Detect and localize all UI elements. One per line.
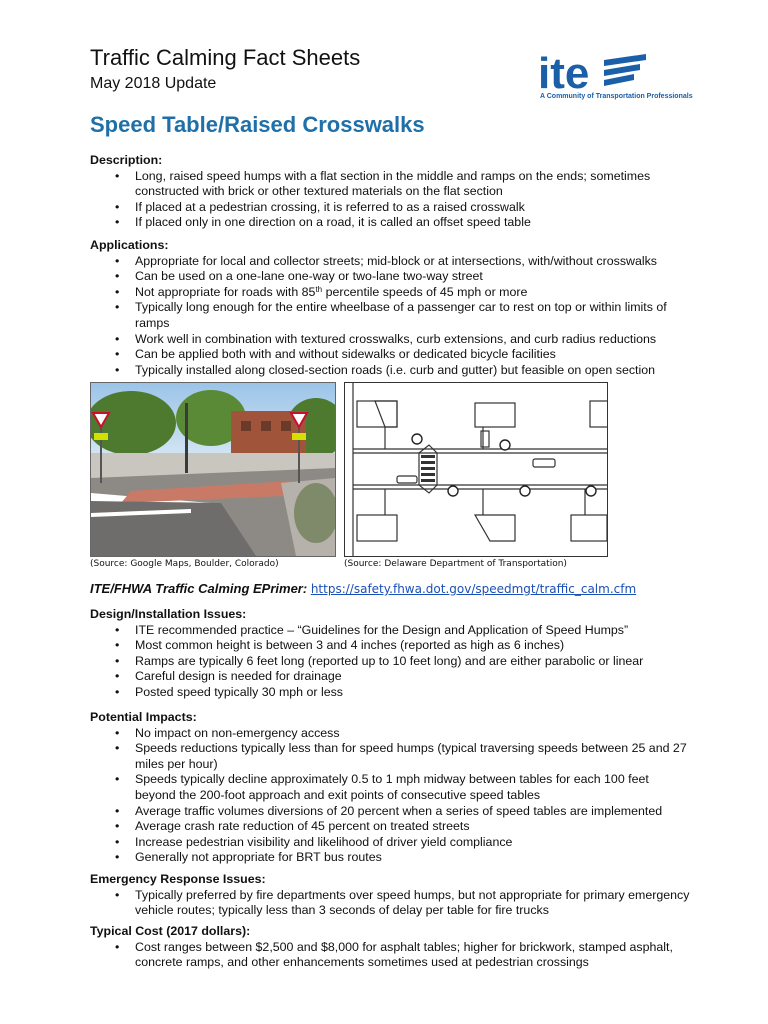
document-header-subtitle: May 2018 Update (90, 75, 217, 92)
applications-item (90, 285, 690, 301)
cost-item: • Cost ranges between $2,500 and $8,000 for asphalt tables; higher for brickwork, stamped asphalt, concrete ramps, and other enhancements sometimes used at pedestrian crossings (90, 940, 690, 971)
applications-item: • Can be used on a one-lane one-way or two-lane two-way street (90, 269, 690, 285)
diagram-caption: (Source: Delaware Department of Transportation) (344, 559, 567, 569)
design-heading: Design/Installation Issues: (90, 607, 247, 621)
eprimer-line (90, 580, 636, 598)
superscript-th: th (315, 284, 323, 294)
impacts-item: • Increase pedestrian visibility and likelihood of driver yield compliance (90, 835, 690, 851)
design-item: • ITE recommended practice – “Guidelines for the Design and Application of Speed Humps” (90, 623, 690, 639)
applications-item-text: percentile speeds of 45 mph or more (322, 284, 528, 299)
emergency-heading: Emergency Response Issues: (90, 872, 266, 886)
description-section (90, 153, 690, 231)
description-item: • Long, raised speed humps with a flat section in the middle and ramps on the ends; sometimes constructed with brick or other textured materials on the flat section (90, 169, 690, 200)
photo-caption: (Source: Google Maps, Boulder, Colorado) (90, 559, 279, 569)
design-item: • Most common height is between 3 and 4 inches (reported as high as 6 inches) (90, 638, 690, 654)
applications-item: • Typically installed along closed-section roads (i.e. curb and gutter) but feasible on open section (90, 363, 690, 379)
impacts-item: • Speeds reductions typically less than for speed humps (typical traversing speeds between 25 and 27 miles per hour) (90, 741, 690, 772)
emergency-section (90, 872, 690, 919)
impacts-item: • Speeds typically decline approximately 0.5 to 1 mph midway between tables for each 100 feet beyond the 200-foot approach and exit points of consecutive speed tables (90, 772, 690, 803)
cost-section (90, 924, 690, 971)
impacts-item: • Generally not appropriate for BRT bus routes (90, 850, 690, 866)
applications-item-text: Not appropriate for roads with 85 (135, 284, 316, 299)
cost-heading: Typical Cost (2017 dollars): (90, 924, 251, 938)
document-header-title: Traffic Calming Fact Sheets (90, 45, 361, 70)
description-item: • If placed at a pedestrian crossing, it is referred to as a raised crosswalk (90, 200, 690, 216)
design-item: • Posted speed typically 30 mph or less (90, 685, 690, 701)
impacts-item: • Average traffic volumes diversions of 20 percent when a series of speed tables are implemented (90, 804, 690, 820)
page-title: Speed Table/Raised Crosswalks (90, 112, 425, 137)
applications-item: • Appropriate for local and collector streets; mid-block or at intersections, with/without crosswalks (90, 254, 690, 270)
design-item: • Careful design is needed for drainage (90, 669, 690, 685)
street-photo (90, 382, 336, 557)
impacts-item: • Average crash rate reduction of 45 percent on treated streets (90, 819, 690, 835)
applications-section (90, 238, 690, 378)
logo-tagline: A Community of Transportation Professionals (540, 93, 693, 100)
description-item: • If placed only in one direction on a road, it is called an offset speed table (90, 215, 690, 231)
impacts-section (90, 710, 690, 866)
eprimer-link[interactable]: https://safety.fhwa.dot.gov/speedmgt/traffic_calm.cfm (310, 582, 637, 596)
applications-item: • Typically long enough for the entire wheelbase of a passenger car to rest on top or within limits of ramps (90, 300, 690, 331)
design-section (90, 607, 690, 701)
design-item: • Ramps are typically 6 feet long (reported up to 10 feet long) and are either parabolic or linear (90, 654, 690, 670)
impacts-heading: Potential Impacts: (90, 710, 197, 724)
speed-table-diagram (344, 382, 608, 557)
description-heading: Description: (90, 153, 163, 167)
applications-heading: Applications: (90, 238, 169, 252)
applications-item: • Work well in combination with textured crosswalks, curb extensions, and curb radius reductions (90, 332, 690, 348)
impacts-item: • No impact on non-emergency access (90, 726, 690, 742)
applications-item: • Can be applied both with and without sidewalks or dedicated bicycle facilities (90, 347, 690, 363)
emergency-item: • Typically preferred by fire departments over speed humps, but not appropriate for primary emergency vehicle routes; typically less than 3 seconds of delay per table for fire trucks (90, 888, 690, 919)
eprimer-label: ITE/FHWA Traffic Calming EPrimer: (90, 581, 308, 596)
logo-text: ite (538, 50, 590, 98)
